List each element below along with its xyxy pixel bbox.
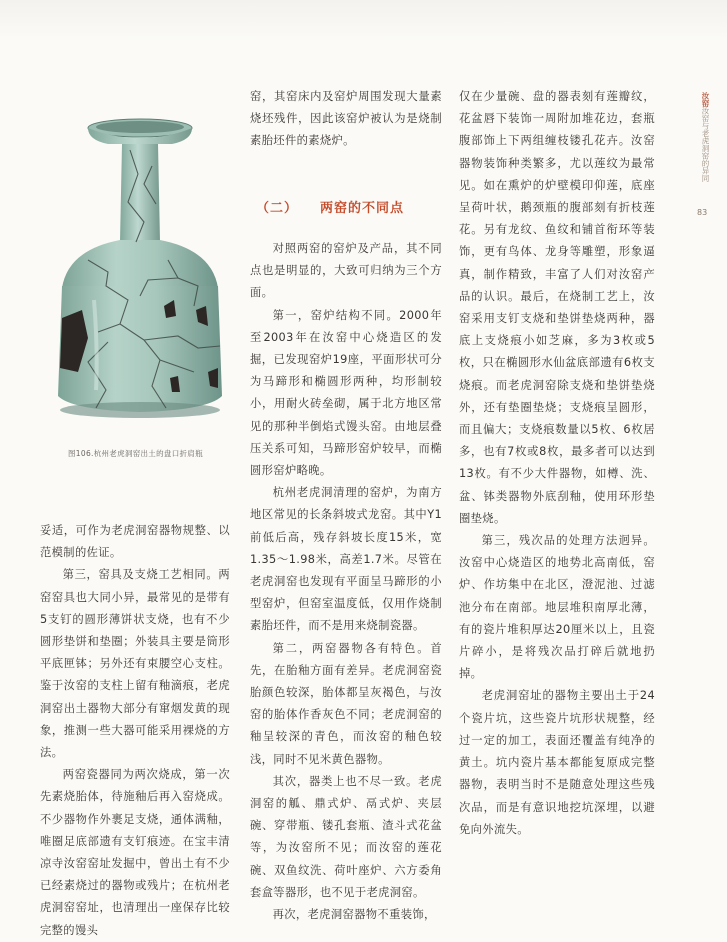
paragraph: 第一，窑炉结构不同。2000年至2003年在汝窑中心烧造区的发掘，已发现窑炉19座，平面形状可分为马蹄形和椭圆形两种，均形制较小，用耐火砖垒砌，属于北方地区常见的那种半倒焰式馒头窑。由地层叠压关系可知，马蹄形窑炉较早，而椭圆形窑炉略晚。 [250, 308, 442, 478]
paragraph: 对照两窑的窑炉及产品，其不同点也是明显的，大致可归纳为三个方面。 [250, 242, 442, 300]
paragraph: 窑，其窑床内及窑炉周围发现大量素烧坯残件，因此该窑炉被认为是烧制素胎坯件的素烧炉。 [250, 90, 442, 148]
vase-photo [48, 110, 228, 425]
paragraph: 第二，两窑器物各有特色。首先，在胎釉方面有差异。老虎洞窑瓷胎颜色较深，胎体都呈灰褐色，与汝窑的胎体作香灰色不同；老虎洞窑的釉呈较深的青色，而汝窑的釉色较浅，同时不见米黄色器物。 [250, 641, 442, 766]
paragraph: 其次，器类上也不尽一致。老虎洞窑的觚、鼎式炉、鬲式炉、夹层碗、穿带瓶、镂孔套瓶、渣斗式花盆等，为汝窑所不见；而汝窑的莲花碗、双鱼纹洗、荷叶座炉、六方委角套盒等器形，也不见于老虎洞窑。 [250, 774, 442, 899]
paragraph: 仅在少量碗、盘的器表刻有莲瓣纹，花盆唇下装饰一周附加堆花边，套瓶腹部饰上下两组缠枝镂孔花卉。汝窑器物装饰种类繁多，尤以莲纹为最常见。如在熏炉的炉壁模印仰莲，底座呈荷叶状，鹅颈瓶的腹部刻有折枝莲花。另有龙纹、鱼纹和铺首衔环等装饰，更有鸟体、龙身等雕塑，形象逼真，制作精致，丰富了人们对汝窑产品的认识。最后，在烧制工艺上，汝窑采用支钉支烧和垫饼垫烧两种，器底上支烧痕小如芝麻，多为3枚或5枚，只在椭圆形水仙盆底部遗有6枚支烧痕。而老虎洞窑除支烧和垫饼垫烧外，还有垫圈垫烧；支烧痕呈圆形，而且偏大；支烧痕数量以5枚、6枚居多，也有7枚或8枚，最多者可以达到13枚。有不少大件器物，如樽、洗、盆、钵类器物外底刮釉，使用环形垫圈垫烧。 [459, 90, 655, 525]
column-2-text [250, 238, 442, 926]
column-3-text [459, 86, 655, 841]
column-2-top [250, 86, 442, 153]
paragraph: 第三，窑具及支烧工艺相同。两窑窑具也大同小异，最常见的是带有5支钉的圆形薄饼状支烧，也有不少圆形垫饼和垫圈；外装具主要是筒形平底匣钵；另外还有束腰空心支柱。鉴于汝窑的支柱上留有釉滴痕，老虎洞窑出土器物大部分有窜烟发黄的现象，推测一些大器可能采用裸烧的方法。 [40, 568, 230, 760]
paragraph: 杭州老虎洞清理的窑炉，为南方地区常见的长条斜坡式龙窑。其中Y1前低后高，残存斜坡长度15米，宽1.35～1.98米，高差1.7米。尽管在老虎洞窑也发现有平面呈马蹄形的小型窑炉，但窑室温度低，仅用作烧制素胎坯件，而不是用来烧制瓷器。 [250, 486, 442, 633]
section-title: 两窑的不同点 [320, 201, 405, 216]
side-title-main: 汝窑 [701, 92, 710, 107]
section-heading [256, 197, 456, 219]
paragraph: 妥适，可作为老虎洞窑器物规整、以范模制的佐证。 [40, 524, 230, 560]
figure-caption: 图106.杭州老虎洞窑出土的盘口折肩瓶 [68, 449, 203, 458]
column-1-text [40, 520, 230, 942]
paragraph: 第三，残次品的处理方法迥异。汝窑中心烧造区的地势北高南低，窑炉、作坊集中在北区，澄泥池、过滤池分布在南部。地层堆积南厚北薄，有的瓷片堆积厚达20厘米以上，且瓷片碎小，是将残次品打碎后就地扔掉。 [459, 534, 655, 681]
paragraph: 老虎洞窑址的器物主要出土于24个瓷片坑，这些瓷片坑形状规整，经过一定的加工，表面还覆盖有纯净的黄土。坑内瓷片基本都能复原成完整器物，表明当时不是随意处理这些残次品，而是有意识地挖坑深埋，以避免向外流失。 [459, 689, 655, 836]
section-number: （二） [256, 201, 299, 216]
side-running-title [696, 92, 710, 182]
paragraph: 再次，老虎洞窑器物不重装饰， [272, 908, 436, 922]
side-title-sub: 汝窑与老虎洞窑的异同 [701, 107, 710, 182]
page-number: 83 [697, 208, 708, 217]
paragraph: 两窑瓷器同为两次烧成，第一次先素烧胎体，待施釉后再入窑烧成。不少器物作外裹足支烧，通体满釉，唯圈足底部遗有支钉痕迹。在宝丰清凉寺汝窑窑址发掘中，曾出土有不少已经素烧过的器物或残片；在杭州老虎洞窑窑址，也清理出一座保存比较完整的馒头 [40, 768, 230, 937]
